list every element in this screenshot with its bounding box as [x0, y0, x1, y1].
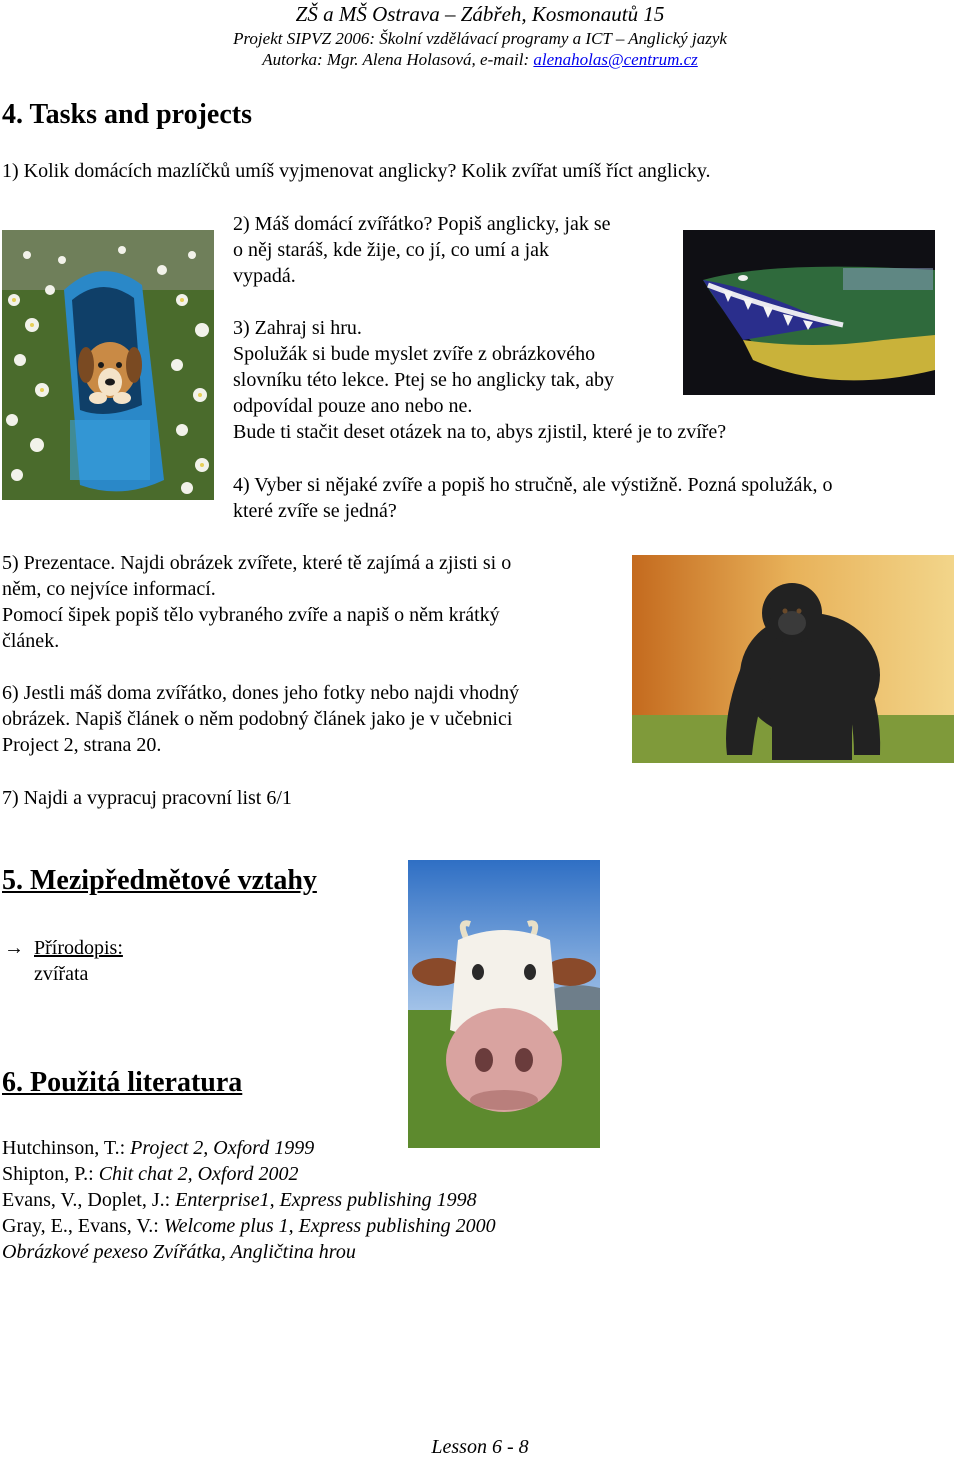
reference-work: Welcome plus 1, Express publishing 2000: [163, 1215, 496, 1237]
subject-name: Přírodopis:: [34, 937, 123, 959]
reference-item: [2, 1135, 496, 1161]
author-email-link[interactable]: alenaholas@centrum.cz: [533, 50, 698, 69]
reference-work: Enterprise1, Express publishing 1998: [175, 1189, 477, 1211]
task-6-line: 6) Jestli máš doma zvířátko, dones jeho fotky nebo najdi vhodný: [2, 682, 520, 704]
header-author: [0, 51, 960, 68]
page-footer: Lesson 6 - 8: [431, 1436, 529, 1458]
subject-relation: [4, 935, 123, 961]
reference-author: Gray, E., Evans, V.:: [2, 1215, 164, 1237]
section-5-title: 5. Mezipředmětové vztahy: [2, 865, 317, 896]
task-5-line: Pomocí šipek popiš tělo vybraného zvíře a napiš o něm krátký: [2, 604, 500, 626]
task-5-line: článek.: [2, 630, 60, 652]
task-4: [233, 472, 832, 524]
task-3-line: odpovídal pouze ano nebo ne.: [233, 395, 473, 417]
header-school: ZŠ a MŠ Ostrava – Zábřeh, Kosmonautů 15: [295, 2, 665, 26]
task-2-line: vypadá.: [233, 265, 296, 287]
reference-item: [2, 1213, 496, 1239]
arrow-right-icon: →: [4, 937, 24, 959]
task-1: 1) Kolik domácích mazlíčků umíš vyjmenovat anglicky? Kolik zvířat umíš říct anglicky.: [2, 160, 711, 182]
reference-item: [2, 1187, 496, 1213]
reference-author: Hutchinson, T.:: [2, 1137, 131, 1159]
puppy-mailbox-photo: [2, 230, 214, 500]
reference-author: Evans, V., Doplet, J.:: [2, 1189, 176, 1211]
task-6: [2, 680, 519, 758]
task-6-line: obrázek. Napiš článek o něm podobný článek jako je v učebnici: [2, 708, 513, 730]
reference-author: Shipton, P.:: [2, 1163, 99, 1185]
task-2: [233, 211, 611, 289]
reference-work: Chit chat 2, Oxford 2002: [98, 1163, 299, 1185]
task-3-line: 3) Zahraj si hru.: [233, 317, 362, 339]
task-3-line: Spolužák si bude myslet zvíře z obrázkového: [233, 343, 596, 365]
task-5-line: 5) Prezentace. Najdi obrázek zvířete, které tě zajímá a zjisti si o: [2, 552, 512, 574]
reference-item: [2, 1161, 496, 1187]
subject-topic: zvířata: [34, 963, 89, 985]
section-6-title: 6. Použitá literatura: [2, 1067, 243, 1098]
reference-item: [2, 1239, 496, 1265]
task-2-line: o něj staráš, kde žije, co jí, co umí a jak: [233, 239, 550, 261]
task-3-line: Bude ti stačit deset otázek na to, abys zjistil, které je to zvíře?: [233, 421, 727, 443]
task-2-line: 2) Máš domácí zvířátko? Popiš anglicky, jak se: [233, 213, 611, 235]
references-list: [2, 1135, 496, 1265]
task-7: 7) Najdi a vypracuj pracovní list 6/1: [2, 787, 292, 809]
header-project: Projekt SIPVZ 2006: Školní vzdělávací programy a ICT – Anglický jazyk: [233, 29, 727, 48]
gorilla-photo: [632, 555, 954, 763]
reference-work: Project 2, Oxford 1999: [130, 1137, 315, 1159]
header-author-text: Autorka: Mgr. Alena Holasová, e-mail:: [262, 50, 534, 69]
task-6-line: Project 2, strana 20.: [2, 734, 162, 756]
task-5-line: něm, co nejvíce informací.: [2, 578, 216, 600]
task-4-line: 4) Vyber si nějaké zvíře a popiš ho stručně, ale výstižně. Pozná spolužák, o: [233, 474, 833, 496]
cow-photo: [408, 860, 600, 1148]
reference-work: Obrázkové pexeso Zvířátka, Angličtina hrou: [2, 1241, 356, 1263]
task-4-line: které zvíře se jedná?: [233, 500, 397, 522]
task-5: [2, 550, 511, 654]
section-4-title: 4. Tasks and projects: [2, 99, 253, 130]
task-3-line: slovníku této lekce. Ptej se ho anglicky tak, aby: [233, 369, 615, 391]
shark-photo: [683, 230, 935, 395]
task-3: [233, 315, 726, 445]
